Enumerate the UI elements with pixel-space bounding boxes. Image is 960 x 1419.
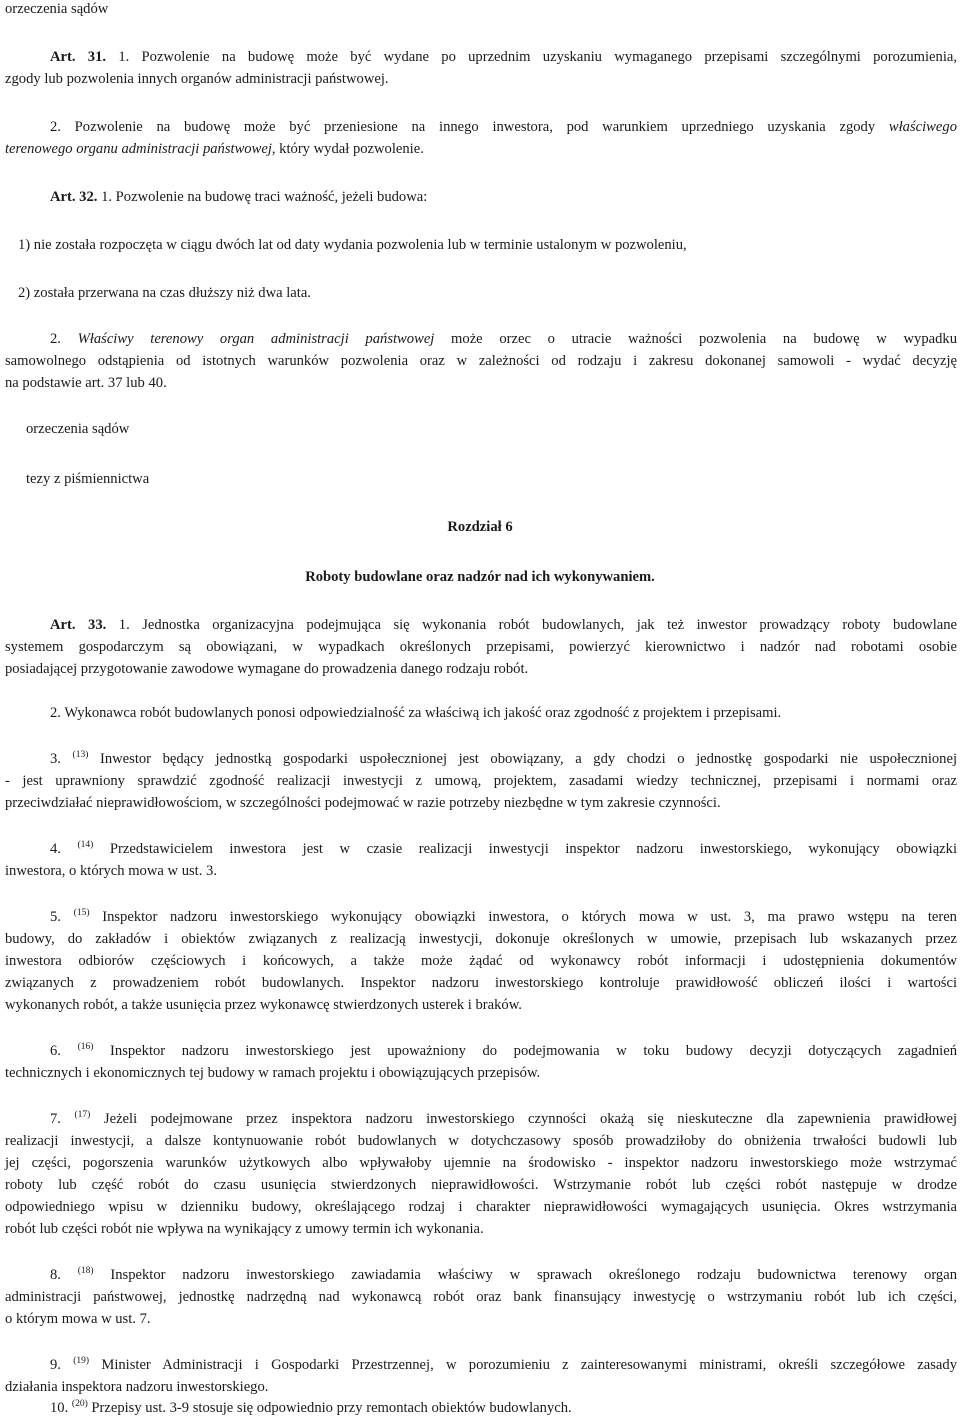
art32-para2-line1 [50, 328, 957, 350]
art31-para2-italic-organ: terenowego organu administracji państwowej [5, 141, 272, 157]
footnote-marker-14[interactable]: (14) [77, 840, 94, 850]
art33-para9-text: Minister Administracji i Gospodarki Przestrzennej, w porozumieniu z zainteresowanymi ministrami, określi szczegółowe zasady [101, 1357, 958, 1373]
ref-link-court-rulings[interactable]: orzeczenia sądów [26, 421, 130, 437]
art33-para9-line2: działania inspektora nadzoru inwestorskiego. [5, 1379, 269, 1395]
art33-para8-line1 [50, 1264, 957, 1286]
art33-para7-line5: odpowiedniego wpisu w dzienniku budowy, określającego rodzaj i charakter nieprawidłowości wymagających usunięcia. Okres wstrzymania [5, 1199, 957, 1215]
art33-para7-num: 7. [50, 1111, 61, 1127]
art33-para9-num: 9. [50, 1357, 61, 1373]
footnote-marker-13[interactable]: (13) [72, 750, 89, 760]
art33-para3-text: Inwestor będący jednostką gospodarki uspołecznionej jest obowiązany, a gdy chodzi o jednostkę gospodarki nie uspołecznionej [99, 751, 957, 767]
art33-para5-line4: związanych z prowadzeniem robót budowlanych. Inspektor nadzoru inwestorskiego kontroluje prawidłowość obliczeń ilości i wartości [5, 975, 957, 991]
art33-para8-line2: administracji państwowej, jednostkę nadrzędną nad wykonawcą robót oraz bank finansujący inwestycję o wstrzymaniu robót lub ich części, [5, 1289, 957, 1305]
footnote-marker-16[interactable]: (16) [77, 1042, 94, 1052]
art32-para2-text: może orzec o utracie ważności pozwolenia na budowę w wypadku [434, 331, 958, 347]
art33-para6-line2: technicznych i ekonomicznych tej budowy w ramach projektu i obowiązujących przepisów. [5, 1065, 541, 1081]
art33-para5-line5: wykonanych robót, a także usunięcia przez wykonawcę stwierdzonych usterek i braków. [5, 997, 522, 1013]
chapter-title: Roboty budowlane oraz nadzór nad ich wykonywaniem. [305, 569, 655, 585]
footnote-marker-15[interactable]: (15) [73, 908, 90, 918]
art33-para7-line2: realizacji inwestycji, a dalsze kontynuowanie robót budowlanych w dotychczasowy sposób prowadziłoby do obniżenia trwałości budowli lub [5, 1133, 957, 1149]
art33-para6-num: 6. [50, 1043, 61, 1059]
art32-heading: Art. 32. [50, 189, 98, 205]
art31-para2-line2 [5, 138, 957, 160]
art31-para1-line1 [50, 46, 957, 68]
art33-para4-num: 4. [50, 841, 61, 857]
art33-para4-line2: inwestora, o których mowa w ust. 3. [5, 863, 217, 879]
art33-para1-line3: posiadającej przygotowanie zawodowe wymagane do prowadzenia danego rodzaju robót. [5, 661, 529, 677]
ref-link-court-rulings-top[interactable]: orzeczenia sądów [5, 1, 109, 17]
footnote-marker-18[interactable]: (18) [77, 1266, 94, 1276]
art33-para4-line1 [50, 838, 957, 860]
art33-para9-line1 [50, 1354, 957, 1376]
ref-link-literature[interactable]: tezy z piśmiennictwa [26, 471, 150, 487]
art32-para1-text: 1. Pozwolenie na budowę traci ważność, jeżeli budowa: [101, 189, 428, 205]
art31-para1-line2: zgody lub pozwolenia innych organów administracji państwowej. [5, 71, 389, 87]
art33-heading: Art. 33. [50, 617, 107, 633]
art31-heading: Art. 31. [50, 49, 107, 65]
art33-para7-text: Jeżeli podejmowane przez inspektora nadzoru inwestorskiego czynności okażą się nieskuteczne dla zapewnienia prawidłowej [103, 1111, 958, 1127]
art31-para2-tail: , który wydał pozwolenie. [271, 141, 424, 157]
footnote-marker-20[interactable]: (20) [71, 1399, 88, 1409]
art33-para7-line4: roboty lub część robót do czasu usunięcia stwierdzonych nieprawidłowości. Wstrzymanie robót lub części robót następuje w drodze [5, 1177, 957, 1193]
art31-para1-text: 1. Pozwolenie na budowę może być wydane po uprzednim uzyskaniu wymaganego przepisami szczególnymi porozumienia, [118, 49, 958, 65]
art33-para3-line3: przeciwdziałać nieprawidłowościom, w szczególności podejmować w razie potrzeby niezbędne w tym zakresie czynności. [5, 795, 721, 811]
art33-para5-line2: budowy, do zakładów i obiektów związanych z realizacją inwestycji, dokonuje określonych w umowie, przepisach lub wskazanych przez [5, 931, 957, 947]
art33-para5-text: Inspektor nadzoru inwestorskiego wykonujący obowiązki inwestora, o których mowa w ust. 3, ma prawo wstępu na teren [102, 909, 957, 925]
art31-para2-text: 2. Pozwolenie na budowę może być przeniesione na innego inwestora, pod warunkiem uprzedniego uzyskania zgody [50, 119, 889, 135]
art32-para2-line2: samowolnego odstąpienia od istotnych warunków pozwolenia oraz w zależności od rodzaju i zakresu dokonanej samowoli - wydać decyzję [5, 353, 957, 369]
art33-para2: 2. Wykonawca robót budowlanych ponosi odpowiedzialność za właściwą ich jakość oraz zgodność z projektem i przepisami. [50, 705, 782, 721]
chapter-number: Rozdział 6 [447, 519, 513, 535]
art33-para3-num: 3. [50, 751, 61, 767]
art33-para5-line1 [50, 906, 957, 928]
art33-para5-num: 5. [50, 909, 61, 925]
art33-para8-text: Inspektor nadzoru inwestorskiego zawiadamia właściwy w sprawach określonego rodzaju budownictwa terenowy organ [110, 1267, 957, 1283]
art33-para8-num: 8. [50, 1267, 61, 1283]
art33-para10-num: 10. [50, 1400, 69, 1416]
art31-para2-line1 [50, 116, 957, 138]
art32-para1 [50, 186, 427, 208]
art33-para6-text: Inspektor nadzoru inwestorskiego jest upoważniony do podejmowania w toku budowy decyzji dotyczących zagadnień [110, 1043, 958, 1059]
art32-item1: 1) nie została rozpoczęta w ciągu dwóch lat od daty wydania pozwolenia lub w terminie ustalonym w pozwoleniu, [18, 237, 687, 253]
art32-para2-italic: Właściwy terenowy organ administracji państwowej [77, 331, 435, 347]
art33-para4-text: Przedstawicielem inwestora jest w czasie realizacji inwestycji inspektor nadzoru inwestorskiego, wykonujący obowiązki [109, 841, 958, 857]
art33-para3-line2: - jest uprawniony sprawdzić zgodność realizacji inwestycji z umową, projektem, zasadami wiedzy technicznej, przepisami i normami oraz [5, 773, 957, 789]
art33-para5-line3: inwestora odbiorów częściowych i końcowych, a także może żądać od wykonawcy robót informacji i udostępnienia dokumentów [5, 953, 957, 969]
art33-para8-line3: o którym mowa w ust. 7. [5, 1311, 151, 1327]
art33-para10-text: Przepisy ust. 3-9 stosuje się odpowiednio przy remontach obiektów budowlanych. [91, 1400, 572, 1416]
art33-para10 [50, 1397, 572, 1419]
art32-para2-num: 2. [50, 331, 78, 347]
art33-para7-line6: robót lub części robót nie wpływa na wynikający z umowy termin ich wykonania. [5, 1221, 484, 1237]
art32-para2-line3: na podstawie art. 37 lub 40. [5, 375, 167, 391]
art33-para3-line1 [50, 748, 957, 770]
art33-para6-line1 [50, 1040, 957, 1062]
footnote-marker-17[interactable]: (17) [74, 1110, 91, 1120]
art33-para7-line3: jej części, pogorszenia warunków użytkowych albo wpływałoby ujemnie na środowisko - inspektor nadzoru inwestorskiego może wstrzymać [5, 1155, 957, 1171]
art32-item2: 2) została przerwana na czas dłuższy niż dwa lata. [18, 285, 311, 301]
art33-para1-text: 1. Jednostka organizacyjna podejmująca się wykonania robót budowlanych, jak też inwestor prowadzący roboty budowlane [118, 617, 958, 633]
art33-para1-line2: systemem gospodarczym są obowiązani, w wypadkach określonych przepisami, powierzyć kierownictwo i nadzór nad robotami osobie [5, 639, 957, 655]
art33-para7-line1 [50, 1108, 957, 1130]
art33-para1-line1 [50, 614, 957, 636]
art31-para2-italic: właściwego [888, 119, 957, 135]
footnote-marker-19[interactable]: (19) [73, 1356, 90, 1366]
